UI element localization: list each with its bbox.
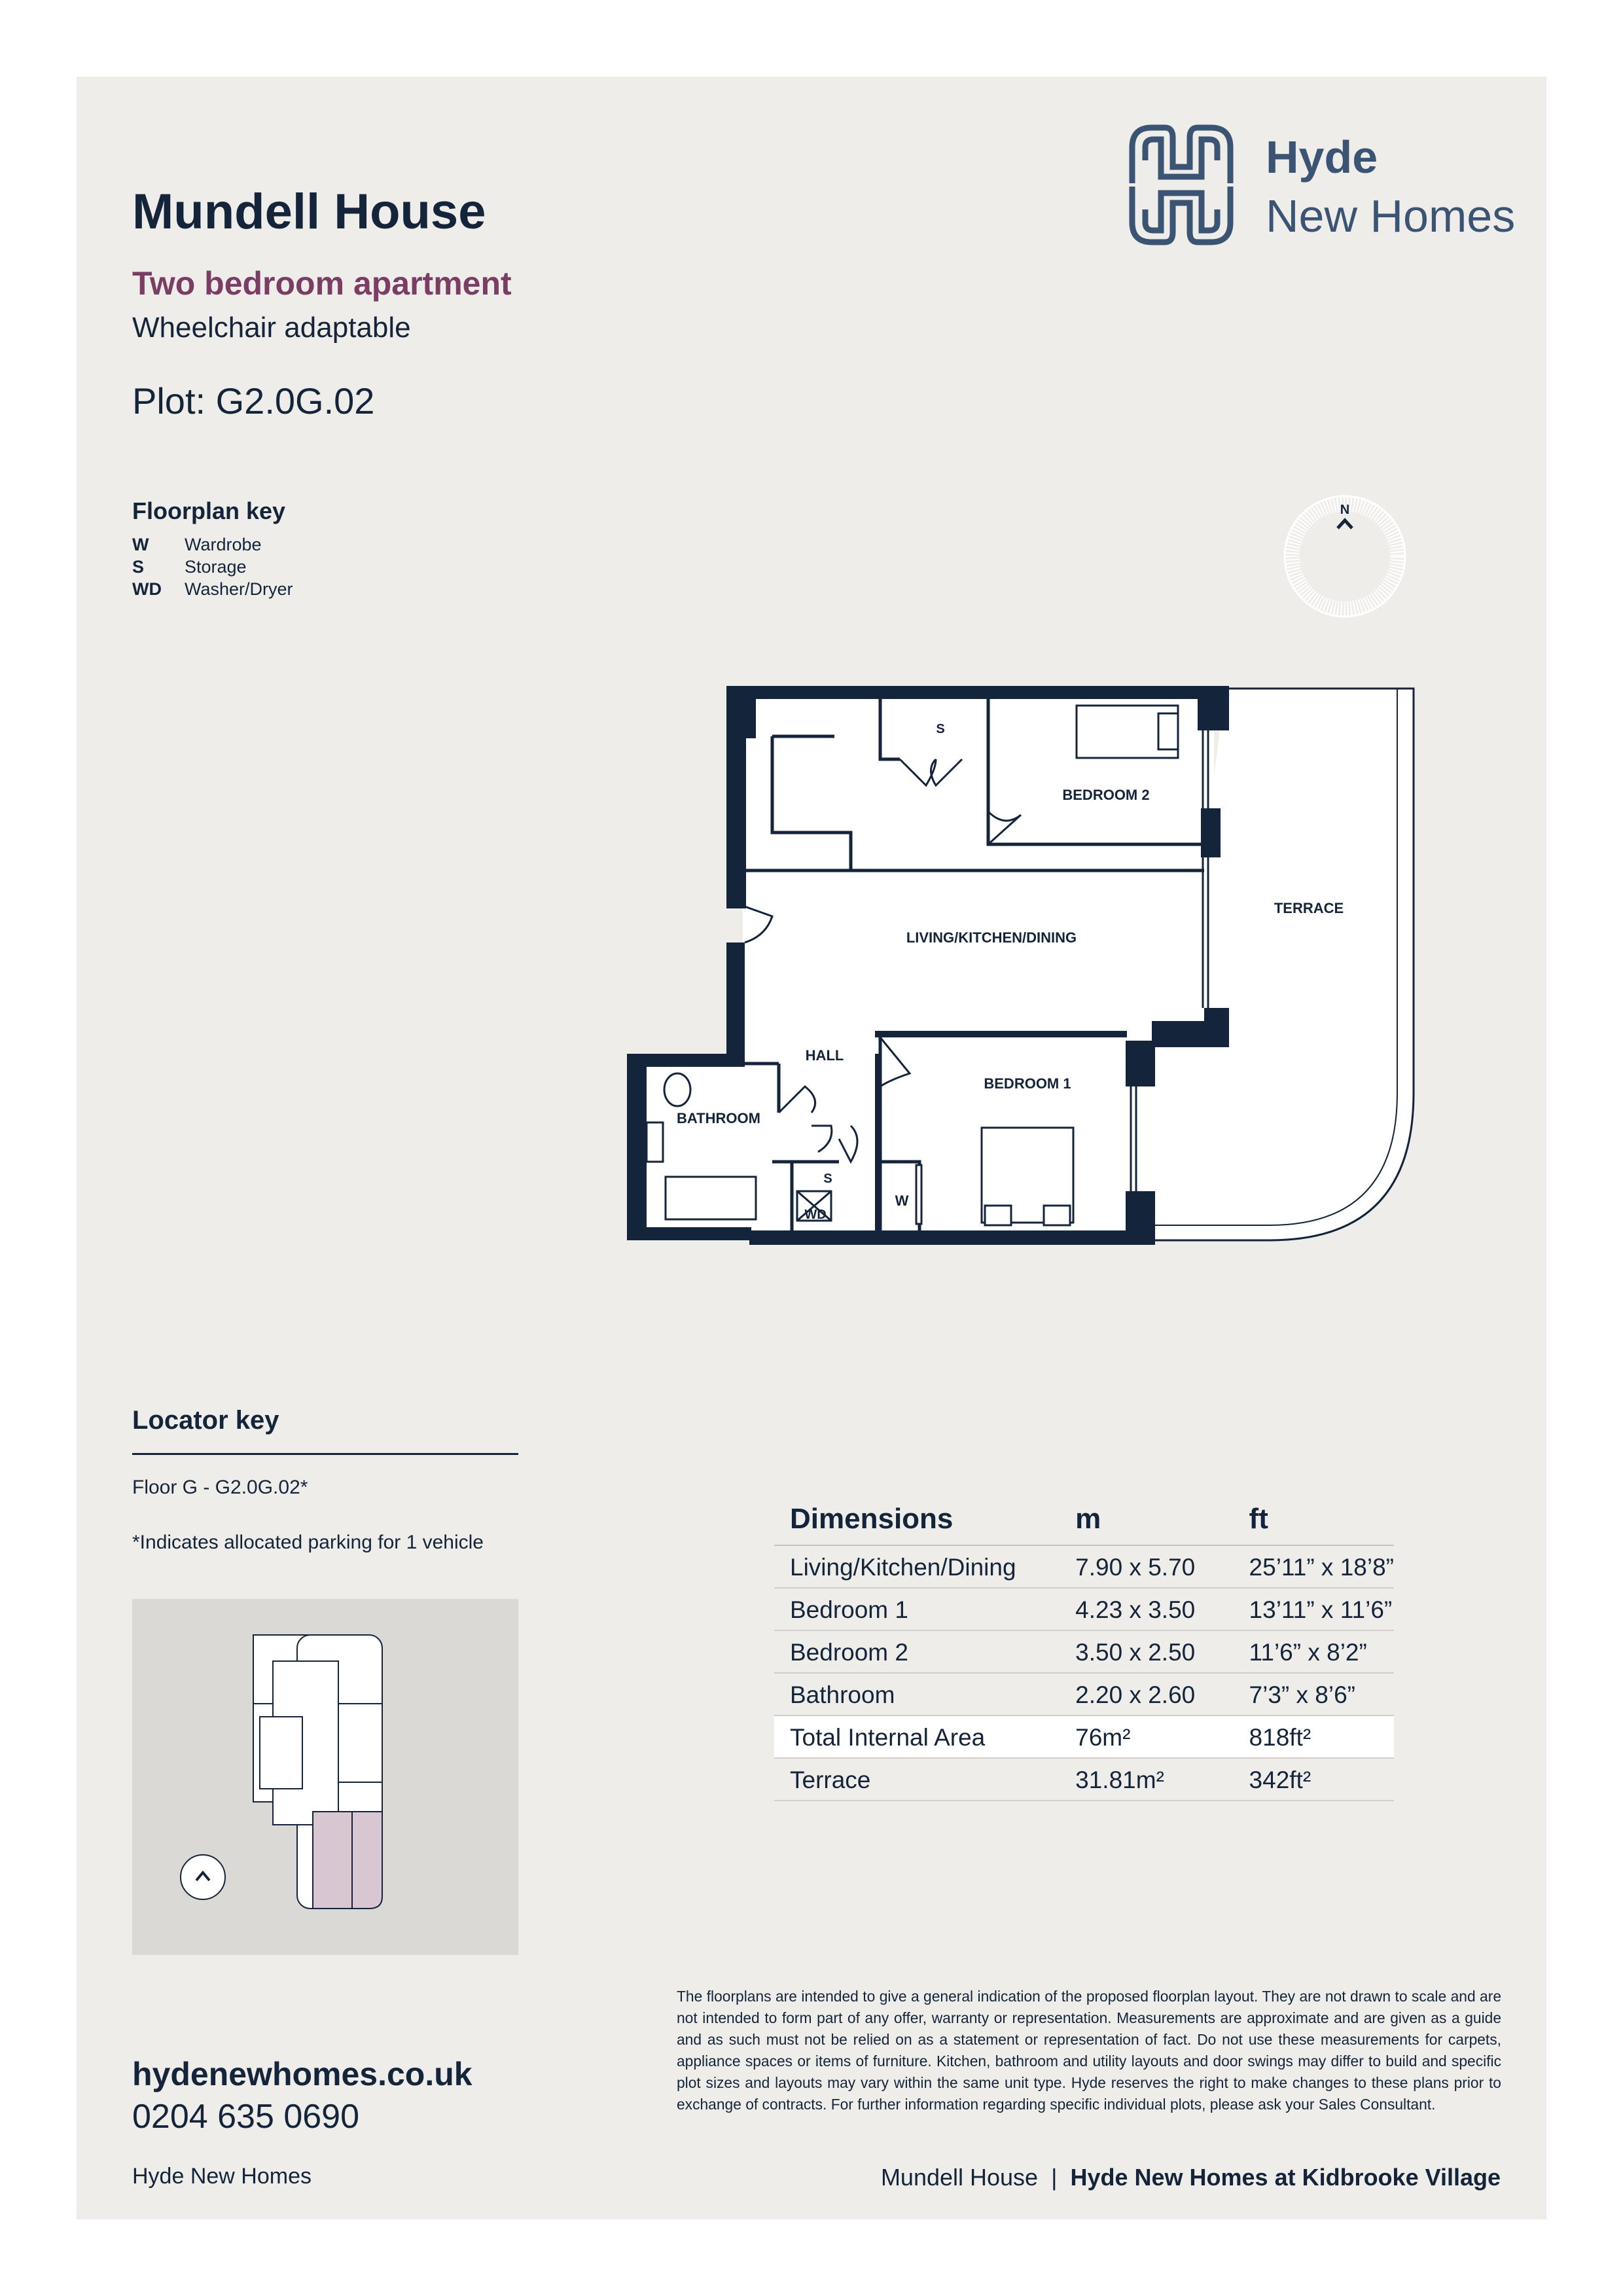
dimensions-table: [774, 1496, 1394, 1801]
table-row: [774, 1673, 1394, 1715]
footer-brand: Hyde New Homes: [132, 2164, 312, 2189]
key-code: WD: [132, 579, 162, 599]
locator-floor: Floor G - G2.0G.02*: [132, 1477, 308, 1498]
footer-separator: |: [1051, 2164, 1058, 2191]
logo-text-hyde: Hyde: [1266, 132, 1378, 183]
locator-north-icon: [181, 1855, 225, 1899]
key-code: W: [132, 535, 149, 554]
footer-development: [881, 2164, 1501, 2191]
room-metres: 2.20 x 2.60: [1060, 1673, 1233, 1715]
locator-key-title: Locator key: [132, 1406, 279, 1435]
floorplan-key-title: Floorplan key: [132, 497, 286, 524]
website-link[interactable]: hydenewhomes.co.uk: [132, 2056, 473, 2092]
bathtub: [666, 1177, 756, 1219]
room-label-terrace: TERRACE: [1274, 900, 1344, 916]
room-label-hall: HALL: [805, 1047, 844, 1064]
table-row-total: [774, 1715, 1394, 1758]
footer-location: Hyde New Homes at Kidbrooke Village: [1070, 2164, 1501, 2191]
toilet: [664, 1073, 690, 1106]
key-label: Wardrobe: [185, 535, 262, 554]
compass-north-label: N: [1340, 503, 1350, 517]
room-metres: 3.50 x 2.50: [1060, 1630, 1233, 1673]
room-label-bedroom-1: BEDROOM 1: [984, 1075, 1071, 1092]
room-metres: 76m²: [1060, 1715, 1233, 1758]
room-name: Living/Kitchen/Dining: [774, 1545, 1060, 1588]
room-name: Terrace: [774, 1758, 1060, 1801]
room-label-washer: WD: [804, 1208, 827, 1222]
accessibility-feature: Wheelchair adaptable: [132, 312, 411, 344]
room-label-storage: S: [936, 722, 945, 736]
table-header-row: [774, 1496, 1394, 1545]
room-label-hall-storage: S: [823, 1172, 832, 1186]
table-row: [774, 1630, 1394, 1673]
header-metres: m: [1060, 1496, 1233, 1545]
room-feet: 818ft²: [1234, 1715, 1394, 1758]
floor-fill: [638, 696, 1214, 1240]
footer-building: Mundell House: [880, 2164, 1039, 2191]
parking-note: *Indicates allocated parking for 1 vehicle: [132, 1532, 484, 1553]
room-name: Bedroom 2: [774, 1630, 1060, 1673]
room-label-bedroom-2: BEDROOM 2: [1062, 787, 1150, 803]
plot-number: Plot: G2.0G.02: [132, 380, 375, 422]
room-feet: 25’11” x 18’8”: [1234, 1545, 1394, 1588]
key-code: S: [132, 557, 145, 577]
disclaimer-text: The floorplans are intended to give a general indication of the proposed floorplan layout. They are not drawn to scale and are not intended to form part of any offer, warranty or representation. Measurements are approximate and are given as a guide and as such must not be relied on as a statement or representation of fact. Do not use these measurements for carpets, appliance spaces or items of furniture. Kitchen, bathroom and utility layouts and door swings may differ to build and specific plot sizes and layouts may vary within the same unit type. Hyde reserves the right to make changes to these plans prior to exchange of contracts. For further information regarding specific individual plots, please ask your Sales Consultant.: [677, 1988, 1501, 2113]
room-name: Bedroom 1: [774, 1588, 1060, 1630]
room-name: Total Internal Area: [774, 1715, 1060, 1758]
room-feet: 13’11” x 11’6”: [1234, 1588, 1394, 1630]
phone-number[interactable]: 0204 635 0690: [132, 2098, 360, 2136]
key-label: Storage: [185, 557, 247, 577]
room-metres: 7.90 x 5.70: [1060, 1545, 1233, 1588]
page-title: Mundell House: [132, 184, 486, 240]
apartment-type: Two bedroom apartment: [132, 265, 512, 302]
room-metres: 31.81m²: [1060, 1758, 1233, 1801]
table-row: [774, 1758, 1394, 1801]
header-feet: ft: [1234, 1496, 1394, 1545]
room-label-wardrobe: W: [895, 1193, 909, 1209]
key-label: Washer/Dryer: [185, 579, 293, 599]
room-label-bathroom: BATHROOM: [677, 1110, 760, 1126]
header-dimensions: Dimensions: [774, 1496, 1060, 1545]
logo-text-new-homes: New Homes: [1266, 190, 1516, 242]
table-row: [774, 1588, 1394, 1630]
locator-divider: [132, 1453, 518, 1455]
room-feet: 7’3” x 8’6”: [1234, 1673, 1394, 1715]
locator-map: [132, 1599, 518, 1955]
basin: [647, 1122, 663, 1162]
room-feet: 342ft²: [1234, 1758, 1394, 1801]
room-feet: 11’6” x 8’2”: [1234, 1630, 1394, 1673]
table-row: [774, 1545, 1394, 1588]
room-name: Bathroom: [774, 1673, 1060, 1715]
room-label-living: LIVING/KITCHEN/DINING: [906, 929, 1077, 946]
room-metres: 4.23 x 3.50: [1060, 1588, 1233, 1630]
